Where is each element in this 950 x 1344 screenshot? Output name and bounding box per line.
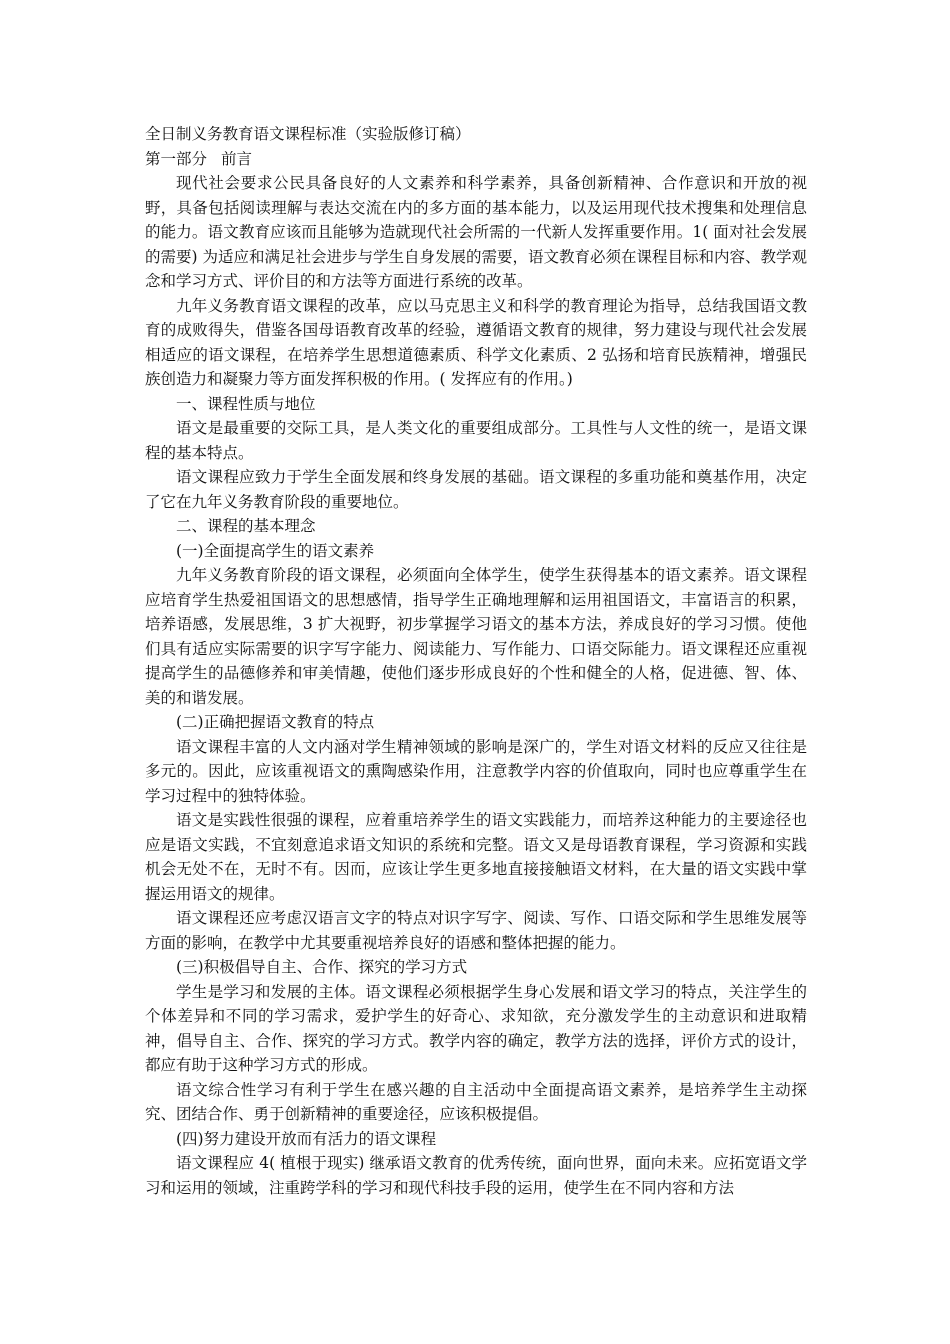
section-heading: 一、课程性质与地位 [176,394,316,413]
body-paragraph: 现代社会要求公民具备良好的人文素养和科学素养，具备创新精神、合作意识和开放的视野，具备包括阅读理解与表达交流在内的多方面的基本能力，以及运用现代技术搜集和处理信息的能力。语文教育应该而且能够为造就现代社会所需的一代新人发挥重要作用。1( 面对社会发展的需要) 为适应和满足社会进步与学生自身发展的需要，语文教育必须在课程目标和内容、教学观念和学习方式、评价目的和方法等方面进行系统的改革。 [145,174,807,290]
body-paragraph: 语文课程应 4( 植根于现实) 继承语文教育的优秀传统，面向世界，面向未来。应拓宽语文学习和运用的领域，注重跨学科的学习和现代科技手段的运用，使学生在不同内容和方法 [145,1154,807,1197]
part-heading [145,147,807,172]
part-name: 前言 [221,149,253,168]
body-paragraph: 语文综合性学习有利于学生在感兴趣的自主活动中全面提高语文素养，是培养学生主动探究、团结合作、勇于创新精神的重要途径，应该积极提倡。 [145,1080,807,1123]
body-paragraph: 九年义务教育阶段的语文课程，必须面向全体学生，使学生获得基本的语文素养。语文课程应培育学生热爱祖国语文的思想感情，指导学生正确地理解和运用祖国语文，丰富语言的积累，培养语感，发展思维，3 扩大视野，初步掌握学习语文的基本方法，养成良好的学习习惯。使他们具有适应实际需要的识字写字能力、阅读能力、写作能力、口语交际能力。语文课程还应重视提高学生的品德修养和审美情趣，使他们逐步形成良好的个性和健全的人格，促进德、智、体、美的和谐发展。 [145,566,807,707]
part-label: 第一部分 [145,149,208,168]
document-title: 全日制义务教育语文课程标准（实验版修订稿） [145,125,471,143]
body-paragraph: 语文课程还应考虑汉语言文字的特点对识字写字、阅读、写作、口语交际和学生思维发展等方面的影响，在教学中尤其要重视培养良好的语感和整体把握的能力。 [145,909,807,952]
section-heading: (三)积极倡导自主、合作、探究的学习方式 [176,958,468,976]
section-heading: (四)努力建设开放而有活力的语文课程 [176,1129,437,1148]
section-heading: (一)全面提高学生的语文素养 [176,541,375,560]
body-paragraph: 学生是学习和发展的主体。语文课程必须根据学生身心发展和语文学习的特点，关注学生的个体差异和不同的学习需求，爱护学生的好奇心、求知欲，充分激发学生的主动意识和进取精神，倡导自主、合作、探究的学习方式。教学内容的确定，教学方法的选择，评价方式的设计，都应有助于这种学习方式的形成。 [145,982,807,1074]
body-paragraph: 语文课程丰富的人文内涵对学生精神领域的影响是深广的，学生对语文材料的反应又往往是多元的。因此，应该重视语文的熏陶感染作用，注意教学内容的价值取向，同时也应尊重学生在学习过程中的独特体验。 [145,737,807,805]
document-body [145,171,807,1200]
body-paragraph: 九年义务教育语文课程的改革，应以马克思主义和科学的教育理论为指导，总结我国语文教育的成败得失，借鉴各国母语教育改革的经验，遵循语文教育的规律，努力建设与现代社会发展相适应的语文课程，在培养学生思想道德素质、科学文化素质、2 弘扬和培育民族精神，增强民族创造力和凝聚力等方面发挥积极的作用。( 发挥应有的作用。) [145,296,807,388]
document-page [145,122,807,1200]
body-paragraph: 语文课程应致力于学生全面发展和终身发展的基础。语文课程的多重功能和奠基作用，决定了它在九年义务教育阶段的重要地位。 [145,468,807,511]
section-heading: 二、课程的基本理念 [176,517,316,535]
section-heading: (二)正确把握语文教育的特点 [176,713,375,731]
body-paragraph: 语文是最重要的交际工具，是人类文化的重要组成部分。工具性与人文性的统一，是语文课程的基本特点。 [145,419,807,462]
body-paragraph: 语文是实践性很强的课程，应着重培养学生的语文实践能力，而培养这种能力的主要途径也应是语文实践，不宜刻意追求语文知识的系统和完整。语文又是母语教育课程，学习资源和实践机会无处不在，无时不有。因而，应该让学生更多地直接接触语文材料，在大量的语文实践中掌握运用语文的规律。 [145,811,807,903]
